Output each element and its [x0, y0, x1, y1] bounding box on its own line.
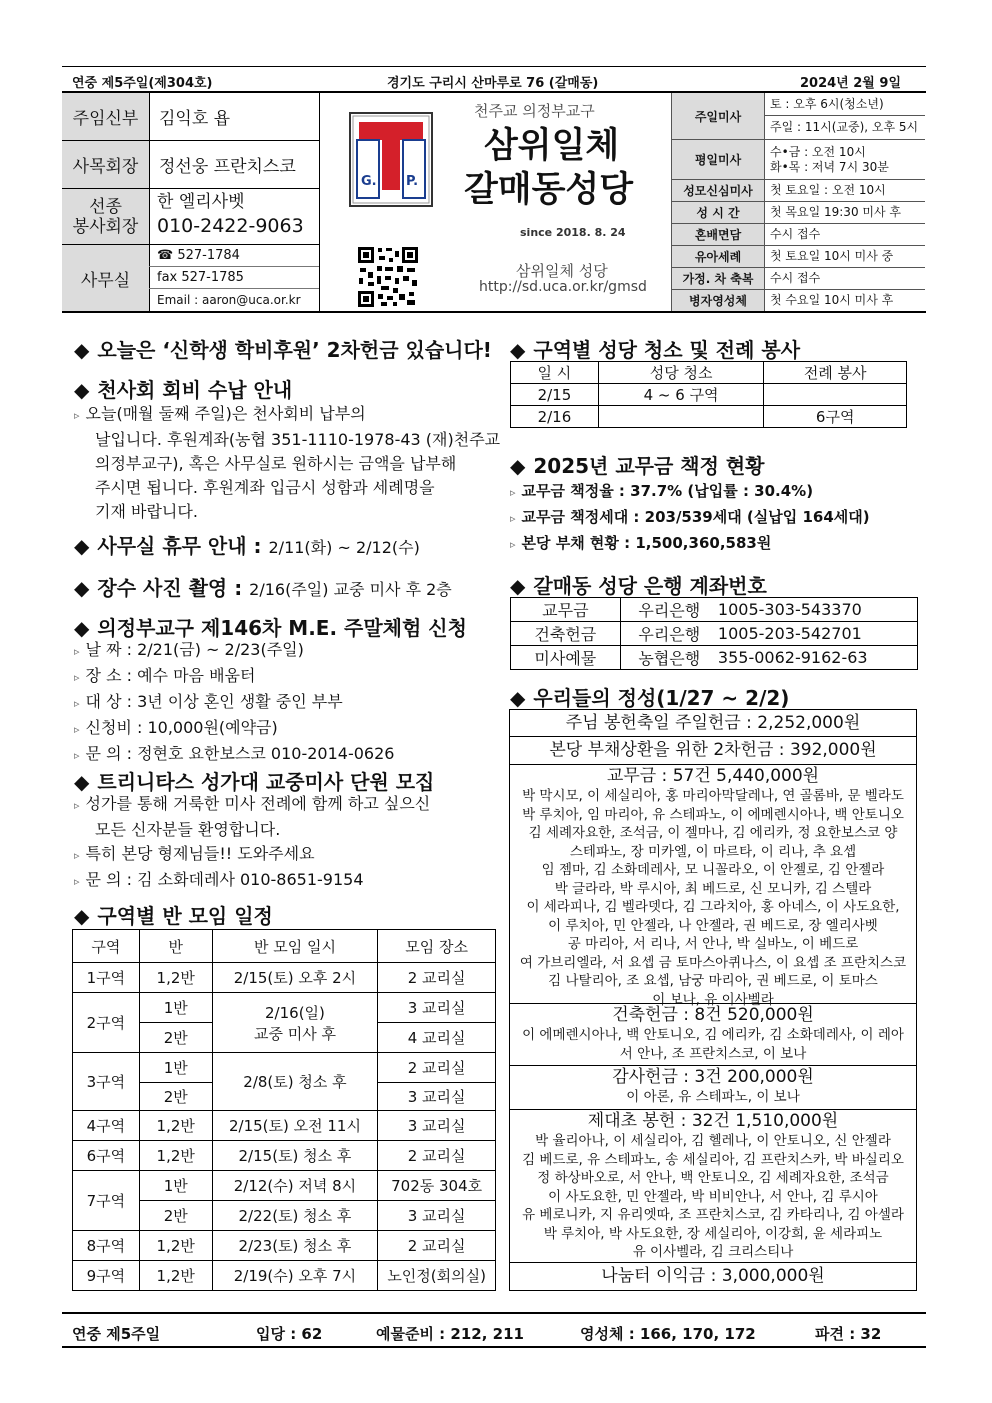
table-row: 미사예물 농협은행 355-0062-9162-63: [511, 646, 918, 670]
angel-fee-title: 천사회 회비 수납 안내: [97, 378, 293, 402]
table-header: 성당 청소: [598, 362, 764, 384]
site-url[interactable]: http://sd.uca.or.kr/gmsd: [479, 279, 647, 295]
table-row: 2반 2/22(토) 청소 후 3 교리실: [73, 1201, 496, 1231]
mass-blessing-info: 수시 접수: [770, 271, 821, 285]
mission-phone: 010-2422-9063: [157, 215, 304, 237]
office-tel: ☎ 527-1784: [149, 245, 319, 267]
table-row: 건축헌금 우리은행 1005-203-542701: [511, 622, 918, 646]
footer-entrance-hymn: 입당 : 62: [256, 1325, 323, 1343]
me-weekend-heading: [74, 612, 467, 641]
mass-weekday-line2: 화•목 : 저녁 7시 30분: [770, 159, 889, 174]
angel-fee-heading: [74, 374, 292, 403]
diamond-icon: ◆: [510, 338, 526, 362]
site-name: 삼위일체 성당: [516, 262, 608, 280]
thanks-offering-total: 감사헌금 : 3건 200,000원: [612, 1067, 814, 1087]
table-header: 반: [139, 930, 212, 963]
list-item: ▹ 문 의 : 정현호 요한보스코 010-2014-0626: [74, 744, 395, 763]
logo-letter-p: P.: [406, 174, 419, 189]
diamond-icon: ◆: [74, 904, 90, 928]
bullet-icon: ▹: [74, 723, 80, 736]
parish-logo: [349, 112, 433, 207]
bullet-icon: ▹: [74, 409, 80, 422]
footer-communion-hymn: 영성체 : 166, 170, 172: [580, 1325, 756, 1343]
choir-line-2: 모든 신자분들 환영합니다.: [95, 820, 281, 839]
portrait-photo-title: 장수 사진 촬영 :: [97, 576, 243, 600]
angel-fee-line-2: 날입니다. 후원계좌(농협 351-1110-1978-43 (재)천주교: [95, 430, 501, 449]
table-row: 교무금 우리은행 1005-303-543370: [511, 598, 918, 622]
bullet-icon: ▹: [74, 849, 80, 862]
bank-title: 갈매동 성당 은행 계좌번호: [533, 574, 767, 598]
angel-fee-body: [74, 402, 504, 524]
parish-name-2: 갈매동성당: [464, 170, 634, 210]
choir-body: [74, 792, 504, 894]
diamond-icon: ◆: [510, 686, 526, 710]
offering-heading: [510, 682, 789, 711]
parish-name-1: 삼위일체: [484, 126, 620, 166]
qr-code[interactable]: [357, 246, 419, 308]
candle-offering-total: 제대초 봉헌 : 32건 1,510,000원: [587, 1111, 839, 1131]
mission-label-1: 선종: [89, 196, 122, 217]
table-row: 2/16 6구역: [511, 406, 907, 428]
cleaning-title: 구역별 성당 청소 및 전례 봉사: [533, 338, 801, 362]
table-row: 2반 4 교리실: [73, 1023, 496, 1053]
mission-name: 한 엘리사벳: [157, 192, 245, 212]
diamond-icon: ◆: [510, 574, 526, 598]
thanks-offering-names: 이 아론, 유 스테파노, 이 보나: [626, 1089, 800, 1105]
office-closed-dates: 2/11(화) ~ 2/12(수): [268, 538, 420, 557]
diamond-icon: ◆: [510, 454, 526, 478]
tithe-status: [510, 479, 920, 557]
shop-income: 나눔터 이익금 : 3,000,000원: [509, 1263, 917, 1291]
cleaning-heading: [510, 334, 800, 363]
bullet-icon: ▹: [74, 697, 80, 710]
mission-label-2: 봉사회장: [72, 216, 139, 237]
second-collection: 본당 부채상환을 위한 2차헌금 : 392,000원: [509, 737, 917, 765]
portrait-photo-heading: [74, 572, 452, 601]
footer-offertory-hymn: 예물준비 : 212, 211: [376, 1325, 524, 1343]
tithe-offerings: [509, 765, 917, 1008]
bullet-icon: ▹: [74, 875, 80, 888]
office-label: 사무실: [62, 245, 149, 311]
mass-sunday-line2: 주일 : 11시(교중), 오후 5시: [770, 120, 919, 134]
chair-label: 사목회장: [62, 141, 149, 188]
mass-label-holy-hour: 성 시 간: [672, 202, 765, 223]
sunday-collection: 주님 봉헌축일 주일헌금 : 2,252,000원: [509, 709, 917, 737]
office-closed-heading: [74, 530, 420, 559]
bullet-icon: ▹: [510, 512, 516, 525]
office-fax: fax 527-1785: [149, 267, 319, 289]
mass-weekday-line1: 수•금 : 오전 10시: [770, 144, 866, 159]
mass-label-marriage: 혼배면담: [672, 224, 765, 245]
footer-week: 연중 제5주일: [72, 1325, 161, 1343]
thanks-offerings: [509, 1066, 917, 1110]
district-meeting-title: 구역별 반 모임 일정: [97, 904, 273, 928]
list-item: ▹ 대 상 : 3년 이상 혼인 생활 중인 부부: [74, 692, 343, 711]
table-header: 구역: [73, 930, 140, 963]
tithe-title: 2025년 교무금 책정 현황: [533, 454, 765, 478]
offering-title: 우리들의 정성(1/27 ~ 2/2): [533, 686, 790, 710]
footer-recessional-hymn: 파견 : 32: [815, 1325, 882, 1343]
parish-debt: 본당 부채 현황 : 1,500,360,583원: [521, 534, 772, 552]
diocese-name: 천주교 의정부교구: [474, 102, 595, 120]
chair-name: 정선웅 프란치스코: [159, 157, 296, 177]
tithe-offering-names: 박 막시모, 이 세실리아, 홍 마리아막달레나, 연 골롬바, 문 벨라도 박 루치아, 임 마리아, 유 스테파노, 이 에메렌시아나, 백 안토니오 김 세례자요한, 조석금, 이 젤마나, 김 에리카, 정 요한보스코 양 스테파노, 장 미카엘, 이 마르타, 이 리나, 추 요셉 임 젬마, 김 소화데레사, 모 니꼴라오, 이 안젤로, 김 안젤라 박 글라라, 박 루시아, 최 베드로, 신 모니카, 김 스텔라 이 세라피나, 김 벨라뎃다, 김 그라치아, 홍 아네스, 이 사도요한, 이 루치아, 민 안젤라, 나 안젤라, 권 베드로, 장 엘리사벳 공 마리아, 서 리나, 서 안나, 박 실바노, 이 베드로 여 가브리엘라, 서 요셉 금 토마스아퀴나스, 이 요셉 조 프란치스코 김 나탈리아, 조 요셉, 남궁 마리아, 권 베드로, 이 토마스 이 보나, 유 이사벨라: [519, 788, 907, 1008]
list-item: ▹ 날 짜 : 2/21(금) ~ 2/23(주일): [74, 640, 304, 659]
table-row: 3구역 1반 2/8(토) 청소 후 2 교리실: [73, 1053, 496, 1083]
angel-fee-line-4: 주시면 됩니다. 후원계좌 입금시 성함과 세례명을: [95, 478, 435, 497]
choir-line-3: 특히 본당 형제님들!! 도와주세요: [85, 844, 315, 863]
candle-offerings: [509, 1110, 917, 1263]
angel-fee-line-1: 오늘(매월 둘째 주일)은 천사회비 납부의: [85, 404, 366, 423]
pastor-label: 주임신부: [62, 93, 149, 140]
mass-schedule: [671, 93, 924, 311]
mass-label-marian: 성모신심미사: [672, 180, 765, 201]
diamond-icon: ◆: [74, 576, 90, 600]
table-row: 2반 3 교리실: [73, 1083, 496, 1111]
angel-fee-line-3: 의정부교구), 혹은 사무실로 원하시는 금액을 납부해: [95, 454, 457, 473]
diamond-icon: ◆: [74, 378, 90, 402]
table-row: 6구역 1,2반 2/15(토) 청소 후 2 교리실: [73, 1141, 496, 1171]
mass-marriage-info: 수시 접수: [770, 227, 821, 241]
mass-label-infant-baptism: 유아세례: [672, 246, 765, 267]
table-header: 일 시: [511, 362, 599, 384]
table-row: 4구역 1,2반 2/15(토) 오전 11시 3 교리실: [73, 1111, 496, 1141]
bullet-icon: ▹: [74, 799, 80, 812]
bank-heading: [510, 570, 767, 599]
choir-heading: [74, 766, 434, 795]
bullet-icon: ▹: [74, 671, 80, 684]
diamond-icon: ◆: [74, 534, 90, 558]
building-offering-names: 이 에메렌시아나, 백 안토니오, 김 에리카, 김 소화데레사, 이 레아 서 안나, 조 프란치스코, 이 보나: [522, 1027, 904, 1062]
list-item: ▹ 신청비 : 10,000원(예약금): [74, 718, 278, 737]
cleaning-table: [510, 361, 907, 428]
angel-fee-line-5: 기재 바랍니다.: [95, 502, 198, 521]
issue-date: 2024년 2월 9일: [800, 76, 901, 91]
district-meeting-table: [72, 929, 496, 1291]
diamond-icon: ◆: [74, 770, 90, 794]
office-closed-title: 사무실 휴무 안내 :: [97, 534, 262, 558]
mass-label-sunday: 주일미사: [672, 93, 765, 139]
tithe-households: 교무금 책정세대 : 203/539세대 (실납입 164세대): [521, 508, 870, 526]
table-row: 9구역 1,2반 2/19(수) 오후 7시 노인정(회의실): [73, 1261, 496, 1291]
tithe-offering-total: 교무금 : 57건 5,440,000원: [606, 766, 820, 786]
me-weekend-list: [74, 638, 504, 768]
mass-holy-hour-time: 첫 목요일 19:30 미사 후: [770, 205, 901, 219]
mass-sunday-line1: 토 : 오후 6시(청소년): [765, 93, 925, 116]
bullet-icon: ▹: [510, 486, 516, 499]
portrait-photo-detail: 2/16(주일) 교중 미사 후 2층: [249, 580, 452, 599]
office-email: Email : aaron@uca.or.kr: [157, 293, 301, 307]
mass-infant-baptism-info: 첫 토요일 10시 미사 중: [770, 249, 894, 263]
since-date: since 2018. 8. 24: [520, 226, 626, 239]
me-weekend-title: 의정부교구 제146차 M.E. 주말체험 신청: [97, 616, 467, 640]
diamond-icon: ◆: [74, 338, 90, 362]
table-row: 2구역 1반 2/16(일) 교중 미사 후 3 교리실: [73, 993, 496, 1023]
table-row: 2/15 4 ~ 6 구역: [511, 384, 907, 406]
building-offering-total: 건축헌금 : 8건 520,000원: [612, 1005, 814, 1025]
table-header-row: [73, 930, 496, 963]
mass-marian-time: 첫 토요일 : 오전 10시: [770, 183, 886, 197]
mass-label-blessing: 가정. 차 축복: [672, 268, 765, 289]
mass-label-sick-communion: 병자영성체: [672, 290, 765, 311]
mass-sick-communion-info: 첫 수요일 10시 미사 후: [770, 293, 894, 307]
notice-seminarian-title: 오늘은 ‘신학생 학비후원’ 2차헌금 있습니다!: [97, 338, 492, 362]
bank-table: [510, 597, 918, 670]
tithe-heading: [510, 450, 765, 479]
table-row: 8구역 1,2반 2/23(토) 청소 후 2 교리실: [73, 1231, 496, 1261]
candle-offering-names: 박 율리아나, 이 세실리아, 김 헬레나, 이 안토니오, 신 안젤라 김 베드로, 유 스테파노, 송 세실리아, 김 프란치스카, 박 바실리오 정 하상바오로, 서 안나, 백 안토니오, 김 세례자요한, 조석금 이 사도요한, 민 안젤라, 박 비비안나, 서 안나, 김 루시아 유 베로니카, 지 유리엣따, 조 프란치스코, 김 카타리나, 김 아셀라 박 루치아, 박 사도요한, 장 세실리아, 이강희, 윤 세라피노 유 이사벨라, 김 크리스티나: [522, 1133, 904, 1260]
district-meeting-heading: [74, 900, 273, 929]
bullet-icon: ▹: [510, 538, 516, 551]
address: 경기도 구리시 산마루로 76 (갈매동): [387, 76, 599, 91]
table-header: 모임 장소: [378, 930, 496, 963]
diamond-icon: ◆: [74, 616, 90, 640]
notice-seminarian: [74, 334, 492, 363]
table-header: 반 모임 일시: [212, 930, 378, 963]
table-row: 7구역 1반 2/12(수) 저녁 8시 702동 304호: [73, 1171, 496, 1201]
mission-label: [62, 189, 149, 244]
choir-title: 트리니타스 성가대 교중미사 단원 모집: [97, 770, 435, 794]
table-header-row: [511, 362, 907, 384]
tithe-rate: 교무금 책정율 : 37.7% (납입률 : 30.4%): [521, 482, 814, 500]
logo-letter-g: G.: [361, 174, 377, 189]
table-header: 전례 봉사: [764, 362, 907, 384]
bullet-icon: ▹: [74, 749, 80, 762]
table-row: 1구역 1,2반 2/15(토) 오후 2시 2 교리실: [73, 963, 496, 993]
bullet-icon: ▹: [74, 645, 80, 658]
choir-line-1: 성가를 통해 거룩한 미사 전례에 함께 하고 싶으신: [85, 794, 431, 813]
pastor-name: 김익호 욥: [159, 109, 231, 129]
issue-label: 연중 제5주일(제304호): [72, 76, 213, 91]
mass-label-weekday: 평일미사: [672, 140, 765, 179]
list-item: ▹ 장 소 : 예수 마음 배움터: [74, 666, 256, 685]
choir-line-4: 문 의 : 김 소화데레사 010-8651-9154: [85, 870, 364, 889]
building-offerings: [509, 1004, 917, 1066]
